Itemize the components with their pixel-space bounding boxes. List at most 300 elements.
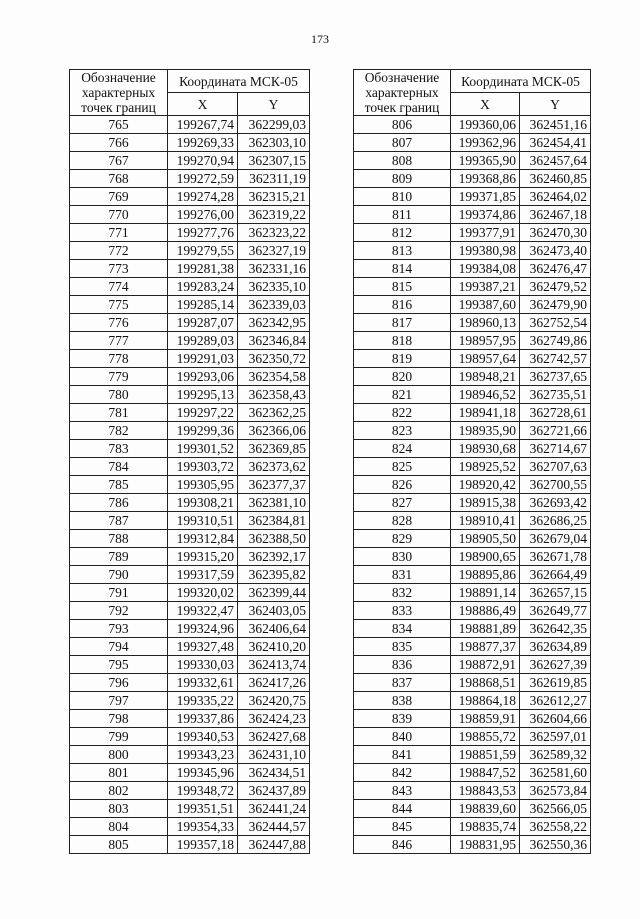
table-row xyxy=(70,728,310,746)
point-id-cell: 819 xyxy=(354,350,451,368)
x-cell: 198915,38 xyxy=(451,494,520,512)
x-cell: 199320,02 xyxy=(168,584,238,602)
x-cell: 198855,72 xyxy=(451,728,520,746)
y-cell: 362331,16 xyxy=(238,260,310,278)
y-cell: 362476,47 xyxy=(520,260,591,278)
point-id-cell: 803 xyxy=(70,800,168,818)
point-id-cell: 769 xyxy=(70,188,168,206)
point-id-cell: 771 xyxy=(70,224,168,242)
point-id-cell: 808 xyxy=(354,152,451,170)
y-cell: 362470,30 xyxy=(520,224,591,242)
point-id-cell: 792 xyxy=(70,602,168,620)
point-id-cell: 832 xyxy=(354,584,451,602)
y-cell: 362335,10 xyxy=(238,278,310,296)
point-id-cell: 839 xyxy=(354,710,451,728)
x-cell: 199357,18 xyxy=(168,836,238,854)
y-cell: 362714,67 xyxy=(520,440,591,458)
table-row xyxy=(70,710,310,728)
coordinates-table-left xyxy=(69,69,310,854)
table-row xyxy=(354,530,591,548)
table-row xyxy=(354,476,591,494)
point-id-cell: 826 xyxy=(354,476,451,494)
x-cell: 198957,95 xyxy=(451,332,520,350)
y-cell: 362479,90 xyxy=(520,296,591,314)
x-cell: 199374,86 xyxy=(451,206,520,224)
point-id-cell: 776 xyxy=(70,314,168,332)
y-cell: 362686,25 xyxy=(520,512,591,530)
point-id-cell: 844 xyxy=(354,800,451,818)
table-row xyxy=(70,134,310,152)
x-cell: 198851,59 xyxy=(451,746,520,764)
point-id-cell: 770 xyxy=(70,206,168,224)
table-row xyxy=(354,152,591,170)
table-row xyxy=(70,368,310,386)
point-id-cell: 790 xyxy=(70,566,168,584)
x-cell: 198905,50 xyxy=(451,530,520,548)
x-cell: 199312,84 xyxy=(168,530,238,548)
table-row xyxy=(354,296,591,314)
x-cell: 198847,52 xyxy=(451,764,520,782)
point-id-cell: 813 xyxy=(354,242,451,260)
table-row xyxy=(354,566,591,584)
x-cell: 199301,52 xyxy=(168,440,238,458)
table-row xyxy=(70,692,310,710)
x-cell: 199293,06 xyxy=(168,368,238,386)
y-cell: 362457,64 xyxy=(520,152,591,170)
point-id-cell: 801 xyxy=(70,764,168,782)
header-coordinate: Координата МСК-05 xyxy=(451,70,591,93)
table-row xyxy=(354,314,591,332)
x-cell: 199267,74 xyxy=(168,116,238,134)
table-row xyxy=(70,152,310,170)
y-cell: 362566,05 xyxy=(520,800,591,818)
point-id-cell: 831 xyxy=(354,566,451,584)
y-cell: 362642,35 xyxy=(520,620,591,638)
y-cell: 362354,58 xyxy=(238,368,310,386)
point-id-cell: 773 xyxy=(70,260,168,278)
x-cell: 199343,23 xyxy=(168,746,238,764)
table-row xyxy=(354,494,591,512)
table-row xyxy=(354,368,591,386)
x-cell: 199384,08 xyxy=(451,260,520,278)
point-id-cell: 781 xyxy=(70,404,168,422)
x-cell: 199315,20 xyxy=(168,548,238,566)
x-cell: 199283,24 xyxy=(168,278,238,296)
x-cell: 199371,85 xyxy=(451,188,520,206)
y-cell: 362441,24 xyxy=(238,800,310,818)
x-cell: 199387,21 xyxy=(451,278,520,296)
point-id-cell: 809 xyxy=(354,170,451,188)
table-row xyxy=(70,224,310,242)
y-cell: 362721,66 xyxy=(520,422,591,440)
y-cell: 362315,21 xyxy=(238,188,310,206)
x-cell: 199327,48 xyxy=(168,638,238,656)
y-cell: 362366,06 xyxy=(238,422,310,440)
point-id-cell: 787 xyxy=(70,512,168,530)
table-row xyxy=(354,836,591,854)
x-cell: 199277,76 xyxy=(168,224,238,242)
table-row xyxy=(70,206,310,224)
y-cell: 362550,36 xyxy=(520,836,591,854)
y-cell: 362737,65 xyxy=(520,368,591,386)
x-cell: 199322,47 xyxy=(168,602,238,620)
table-row xyxy=(354,656,591,674)
table-row xyxy=(70,620,310,638)
point-id-cell: 817 xyxy=(354,314,451,332)
point-id-cell: 812 xyxy=(354,224,451,242)
table-row xyxy=(70,584,310,602)
y-cell: 362447,88 xyxy=(238,836,310,854)
x-cell: 199380,98 xyxy=(451,242,520,260)
header-designation: Обозначение характерных точек границ xyxy=(70,70,168,116)
y-cell: 362417,26 xyxy=(238,674,310,692)
point-id-cell: 834 xyxy=(354,620,451,638)
x-cell: 198835,74 xyxy=(451,818,520,836)
point-id-cell: 796 xyxy=(70,674,168,692)
table-row xyxy=(70,404,310,422)
point-id-cell: 825 xyxy=(354,458,451,476)
y-cell: 362342,95 xyxy=(238,314,310,332)
table-row xyxy=(70,476,310,494)
table-row xyxy=(354,134,591,152)
x-cell: 198935,90 xyxy=(451,422,520,440)
table-row xyxy=(70,530,310,548)
y-cell: 362464,02 xyxy=(520,188,591,206)
y-cell: 362742,57 xyxy=(520,350,591,368)
table-row xyxy=(354,638,591,656)
point-id-cell: 810 xyxy=(354,188,451,206)
x-cell: 198925,52 xyxy=(451,458,520,476)
table-row xyxy=(354,278,591,296)
point-id-cell: 846 xyxy=(354,836,451,854)
table-row xyxy=(354,206,591,224)
x-cell: 198930,68 xyxy=(451,440,520,458)
table-row xyxy=(70,458,310,476)
x-cell: 198839,60 xyxy=(451,800,520,818)
x-cell: 199348,72 xyxy=(168,782,238,800)
point-id-cell: 842 xyxy=(354,764,451,782)
y-cell: 362473,40 xyxy=(520,242,591,260)
point-id-cell: 837 xyxy=(354,674,451,692)
x-cell: 198941,18 xyxy=(451,404,520,422)
y-cell: 362467,18 xyxy=(520,206,591,224)
point-id-cell: 778 xyxy=(70,350,168,368)
y-cell: 362749,86 xyxy=(520,332,591,350)
y-cell: 362454,41 xyxy=(520,134,591,152)
table-row xyxy=(354,782,591,800)
y-cell: 362299,03 xyxy=(238,116,310,134)
table-row xyxy=(354,584,591,602)
table-row xyxy=(354,116,591,134)
y-cell: 362752,54 xyxy=(520,314,591,332)
y-cell: 362693,42 xyxy=(520,494,591,512)
point-id-cell: 777 xyxy=(70,332,168,350)
x-cell: 198843,53 xyxy=(451,782,520,800)
x-cell: 199295,13 xyxy=(168,386,238,404)
table-row xyxy=(354,422,591,440)
table-row xyxy=(70,836,310,854)
x-cell: 199368,86 xyxy=(451,170,520,188)
x-cell: 198891,14 xyxy=(451,584,520,602)
table-row xyxy=(354,674,591,692)
y-cell: 362427,68 xyxy=(238,728,310,746)
x-cell: 199377,91 xyxy=(451,224,520,242)
y-cell: 362581,60 xyxy=(520,764,591,782)
table-row xyxy=(354,764,591,782)
point-id-cell: 775 xyxy=(70,296,168,314)
table-row xyxy=(354,458,591,476)
x-cell: 199362,96 xyxy=(451,134,520,152)
y-cell: 362420,75 xyxy=(238,692,310,710)
point-id-cell: 772 xyxy=(70,242,168,260)
point-id-cell: 806 xyxy=(354,116,451,134)
table-row xyxy=(354,404,591,422)
y-cell: 362707,63 xyxy=(520,458,591,476)
point-id-cell: 767 xyxy=(70,152,168,170)
table-row xyxy=(70,494,310,512)
y-cell: 362319,22 xyxy=(238,206,310,224)
y-cell: 362373,62 xyxy=(238,458,310,476)
x-cell: 198868,51 xyxy=(451,674,520,692)
table-row xyxy=(70,350,310,368)
point-id-cell: 843 xyxy=(354,782,451,800)
x-cell: 198920,42 xyxy=(451,476,520,494)
point-id-cell: 845 xyxy=(354,818,451,836)
table-row xyxy=(354,692,591,710)
table-row xyxy=(70,440,310,458)
table-row xyxy=(70,242,310,260)
y-cell: 362671,78 xyxy=(520,548,591,566)
point-id-cell: 820 xyxy=(354,368,451,386)
table-row xyxy=(70,782,310,800)
table-row xyxy=(70,386,310,404)
point-id-cell: 821 xyxy=(354,386,451,404)
y-cell: 362634,89 xyxy=(520,638,591,656)
y-cell: 362649,77 xyxy=(520,602,591,620)
x-cell: 198910,41 xyxy=(451,512,520,530)
y-cell: 362403,05 xyxy=(238,602,310,620)
point-id-cell: 830 xyxy=(354,548,451,566)
point-id-cell: 797 xyxy=(70,692,168,710)
y-cell: 362381,10 xyxy=(238,494,310,512)
table-row xyxy=(354,260,591,278)
x-cell: 199360,06 xyxy=(451,116,520,134)
table-row xyxy=(70,548,310,566)
y-cell: 362657,15 xyxy=(520,584,591,602)
x-cell: 198877,37 xyxy=(451,638,520,656)
point-id-cell: 833 xyxy=(354,602,451,620)
point-id-cell: 828 xyxy=(354,512,451,530)
point-id-cell: 789 xyxy=(70,548,168,566)
x-cell: 199285,14 xyxy=(168,296,238,314)
y-cell: 362437,89 xyxy=(238,782,310,800)
table-row xyxy=(354,710,591,728)
x-cell: 199317,59 xyxy=(168,566,238,584)
y-cell: 362362,25 xyxy=(238,404,310,422)
y-cell: 362589,32 xyxy=(520,746,591,764)
point-id-cell: 807 xyxy=(354,134,451,152)
y-cell: 362460,85 xyxy=(520,170,591,188)
x-cell: 199387,60 xyxy=(451,296,520,314)
point-id-cell: 800 xyxy=(70,746,168,764)
y-cell: 362384,81 xyxy=(238,512,310,530)
table-row xyxy=(70,260,310,278)
header-designation: Обозначение характерных точек границ xyxy=(354,70,451,116)
table-row xyxy=(70,764,310,782)
y-cell: 362728,61 xyxy=(520,404,591,422)
y-cell: 362410,20 xyxy=(238,638,310,656)
point-id-cell: 786 xyxy=(70,494,168,512)
x-cell: 199287,07 xyxy=(168,314,238,332)
x-cell: 198900,65 xyxy=(451,548,520,566)
point-id-cell: 784 xyxy=(70,458,168,476)
x-cell: 199303,72 xyxy=(168,458,238,476)
x-cell: 199276,00 xyxy=(168,206,238,224)
table-row xyxy=(354,728,591,746)
point-id-cell: 822 xyxy=(354,404,451,422)
x-cell: 199345,96 xyxy=(168,764,238,782)
y-cell: 362558,22 xyxy=(520,818,591,836)
y-cell: 362573,84 xyxy=(520,782,591,800)
y-cell: 362307,15 xyxy=(238,152,310,170)
y-cell: 362413,74 xyxy=(238,656,310,674)
table-row xyxy=(70,332,310,350)
table-row xyxy=(354,350,591,368)
table-row xyxy=(354,512,591,530)
y-cell: 362444,57 xyxy=(238,818,310,836)
table-row xyxy=(354,620,591,638)
x-cell: 199340,53 xyxy=(168,728,238,746)
table-row xyxy=(354,224,591,242)
x-cell: 199279,55 xyxy=(168,242,238,260)
y-cell: 362619,85 xyxy=(520,674,591,692)
table-row xyxy=(70,512,310,530)
x-cell: 199351,51 xyxy=(168,800,238,818)
header-y: Y xyxy=(520,93,591,116)
point-id-cell: 799 xyxy=(70,728,168,746)
y-cell: 362346,84 xyxy=(238,332,310,350)
x-cell: 199281,38 xyxy=(168,260,238,278)
point-id-cell: 804 xyxy=(70,818,168,836)
point-id-cell: 768 xyxy=(70,170,168,188)
table-row xyxy=(354,818,591,836)
y-cell: 362395,82 xyxy=(238,566,310,584)
x-cell: 199291,03 xyxy=(168,350,238,368)
x-cell: 198960,13 xyxy=(451,314,520,332)
y-cell: 362627,39 xyxy=(520,656,591,674)
x-cell: 199365,90 xyxy=(451,152,520,170)
point-id-cell: 782 xyxy=(70,422,168,440)
point-id-cell: 838 xyxy=(354,692,451,710)
y-cell: 362369,85 xyxy=(238,440,310,458)
table-row xyxy=(70,656,310,674)
point-id-cell: 765 xyxy=(70,116,168,134)
table-row xyxy=(70,422,310,440)
table-row xyxy=(70,170,310,188)
x-cell: 198948,21 xyxy=(451,368,520,386)
y-cell: 362339,03 xyxy=(238,296,310,314)
point-id-cell: 774 xyxy=(70,278,168,296)
table-row xyxy=(70,746,310,764)
table-row xyxy=(354,242,591,260)
point-id-cell: 783 xyxy=(70,440,168,458)
coordinates-table-right xyxy=(353,69,591,854)
y-cell: 362358,43 xyxy=(238,386,310,404)
point-id-cell: 841 xyxy=(354,746,451,764)
y-cell: 362303,10 xyxy=(238,134,310,152)
x-cell: 199337,86 xyxy=(168,710,238,728)
table-row xyxy=(354,170,591,188)
x-cell: 198957,64 xyxy=(451,350,520,368)
y-cell: 362406,64 xyxy=(238,620,310,638)
table-row xyxy=(70,566,310,584)
point-id-cell: 816 xyxy=(354,296,451,314)
x-cell: 199330,03 xyxy=(168,656,238,674)
header-x: X xyxy=(451,93,520,116)
point-id-cell: 840 xyxy=(354,728,451,746)
table-row xyxy=(354,386,591,404)
x-cell: 199335,22 xyxy=(168,692,238,710)
x-cell: 199289,03 xyxy=(168,332,238,350)
table-row xyxy=(354,602,591,620)
header-x: X xyxy=(168,93,238,116)
y-cell: 362612,27 xyxy=(520,692,591,710)
x-cell: 199310,51 xyxy=(168,512,238,530)
x-cell: 199270,94 xyxy=(168,152,238,170)
point-id-cell: 780 xyxy=(70,386,168,404)
x-cell: 199272,59 xyxy=(168,170,238,188)
x-cell: 198864,18 xyxy=(451,692,520,710)
x-cell: 199299,36 xyxy=(168,422,238,440)
point-id-cell: 802 xyxy=(70,782,168,800)
point-id-cell: 766 xyxy=(70,134,168,152)
point-id-cell: 794 xyxy=(70,638,168,656)
x-cell: 198881,89 xyxy=(451,620,520,638)
y-cell: 362700,55 xyxy=(520,476,591,494)
x-cell: 199297,22 xyxy=(168,404,238,422)
table-row xyxy=(70,818,310,836)
point-id-cell: 795 xyxy=(70,656,168,674)
y-cell: 362434,51 xyxy=(238,764,310,782)
header-coordinate: Координата МСК-05 xyxy=(168,70,310,93)
table-row xyxy=(354,440,591,458)
point-id-cell: 814 xyxy=(354,260,451,278)
table-row xyxy=(354,548,591,566)
point-id-cell: 829 xyxy=(354,530,451,548)
point-id-cell: 815 xyxy=(354,278,451,296)
y-cell: 362350,72 xyxy=(238,350,310,368)
x-cell: 198946,52 xyxy=(451,386,520,404)
table-row xyxy=(70,116,310,134)
table-row xyxy=(354,800,591,818)
x-cell: 199308,21 xyxy=(168,494,238,512)
y-cell: 362327,19 xyxy=(238,242,310,260)
table-row xyxy=(70,602,310,620)
x-cell: 199324,96 xyxy=(168,620,238,638)
y-cell: 362597,01 xyxy=(520,728,591,746)
y-cell: 362311,19 xyxy=(238,170,310,188)
x-cell: 198831,95 xyxy=(451,836,520,854)
table-row xyxy=(70,800,310,818)
table-row xyxy=(70,296,310,314)
table-row xyxy=(354,188,591,206)
header-y: Y xyxy=(238,93,310,116)
y-cell: 362604,66 xyxy=(520,710,591,728)
table-row xyxy=(70,314,310,332)
table-row xyxy=(70,638,310,656)
table-body-right xyxy=(354,116,591,854)
table-row xyxy=(354,332,591,350)
